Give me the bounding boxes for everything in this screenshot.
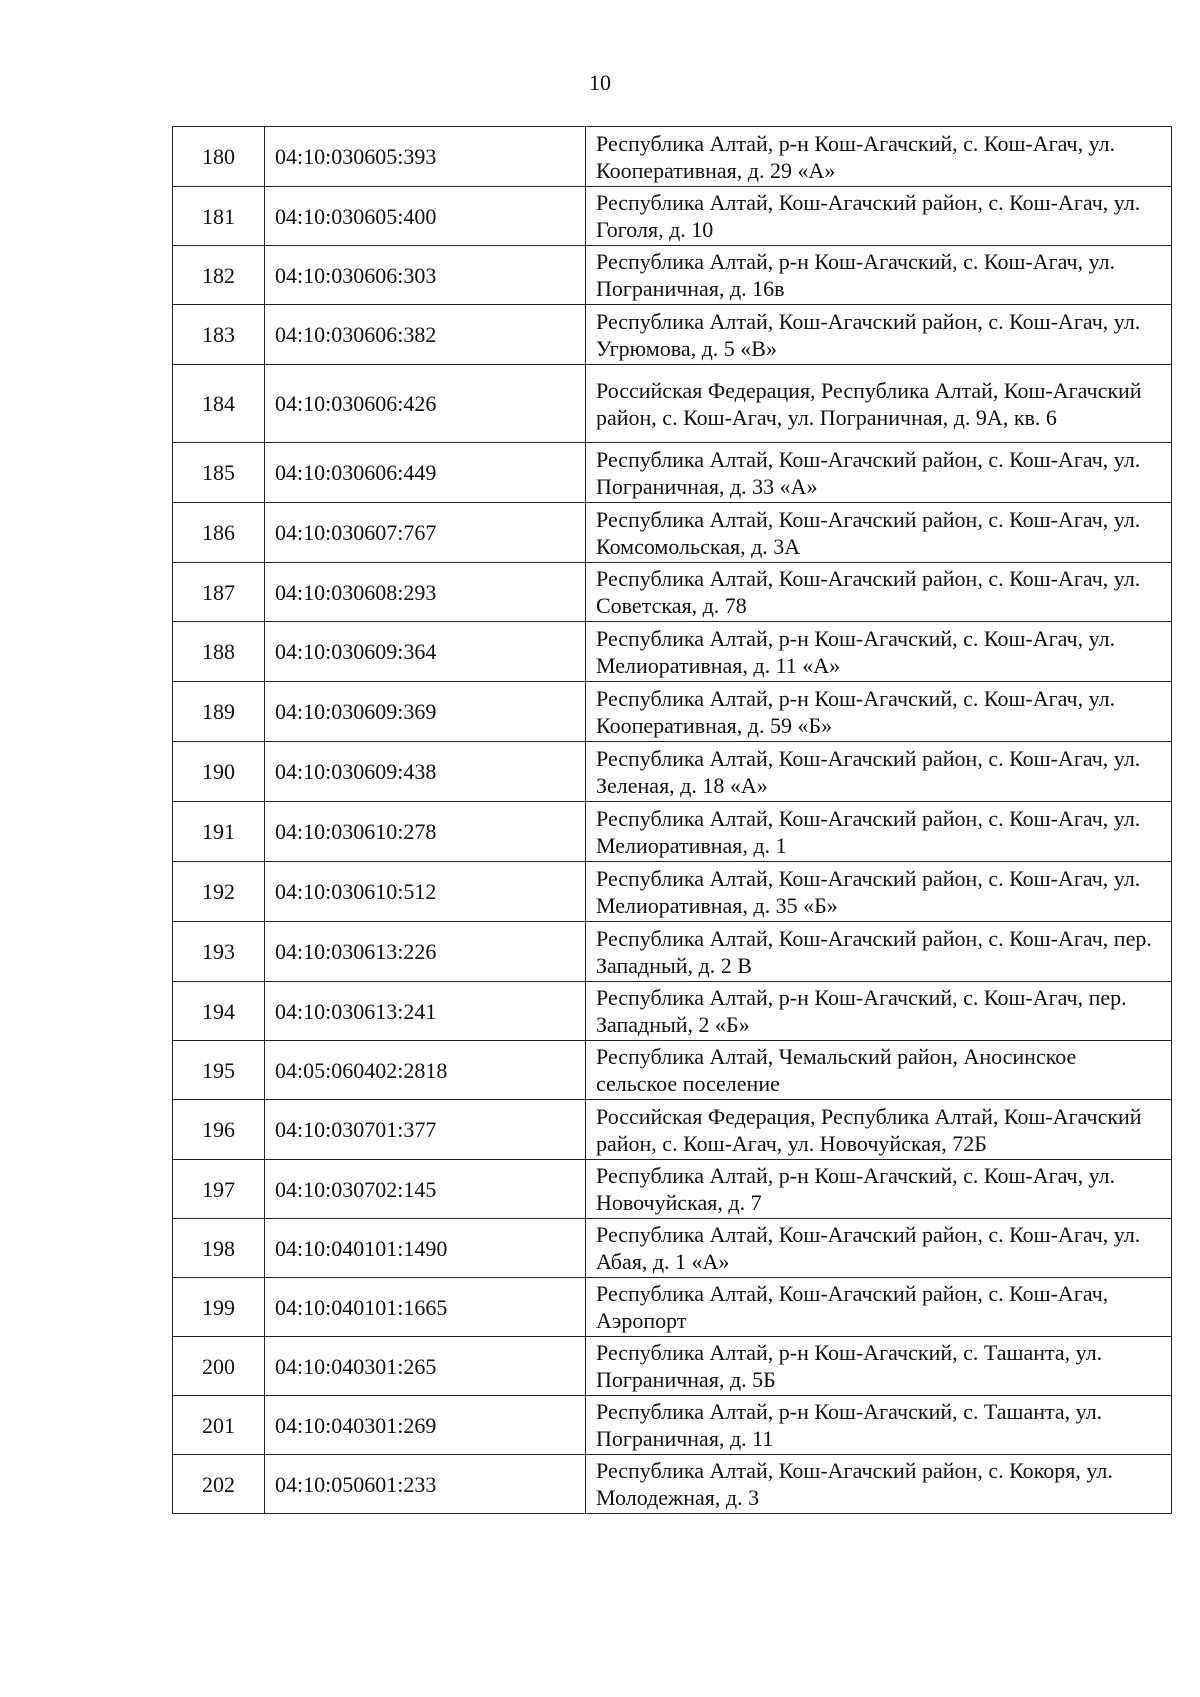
row-number: 180 (173, 127, 265, 187)
table-row (173, 187, 1172, 246)
cadastral-number: 04:10:040101:1490 (265, 1219, 586, 1278)
address-cell: Республика Алтай, р-н Кош-Агачский, с. Кош-Агач, ул. Кооперативная, д. 29 «А» (586, 127, 1172, 187)
row-number: 201 (173, 1396, 265, 1455)
row-number: 197 (173, 1160, 265, 1219)
address-cell: Республика Алтай, Кош-Агачский район, с. Кош-Агач, Аэропорт (586, 1278, 1172, 1337)
row-number: 182 (173, 246, 265, 305)
cadastral-number: 04:10:030606:449 (265, 443, 586, 503)
address-cell: Республика Алтай, р-н Кош-Агачский, с. Кош-Агач, пер. Западный, 2 «Б» (586, 982, 1172, 1041)
row-number: 196 (173, 1100, 265, 1160)
cadastral-number: 04:10:040101:1665 (265, 1278, 586, 1337)
address-cell: Республика Алтай, Кош-Агачский район, с. Кош-Агач, ул. Пограничная, д. 33 «А» (586, 443, 1172, 503)
cadastral-number: 04:10:030701:377 (265, 1100, 586, 1160)
row-number: 195 (173, 1041, 265, 1100)
table-row (173, 982, 1172, 1041)
table-row (173, 503, 1172, 563)
row-number: 188 (173, 622, 265, 682)
row-number: 194 (173, 982, 265, 1041)
cadastral-number: 04:10:030605:393 (265, 127, 586, 187)
cadastral-number: 04:10:030609:364 (265, 622, 586, 682)
row-number: 187 (173, 563, 265, 622)
row-number: 181 (173, 187, 265, 246)
table-row (173, 1396, 1172, 1455)
address-cell: Российская Федерация, Республика Алтай, Кош-Агачский район, с. Кош-Агач, ул. Новочуйская, 72Б (586, 1100, 1172, 1160)
row-number: 186 (173, 503, 265, 563)
table-row (173, 1160, 1172, 1219)
table-body (173, 127, 1172, 1514)
table-row (173, 622, 1172, 682)
row-number: 202 (173, 1455, 265, 1514)
row-number: 191 (173, 802, 265, 862)
page-number: 10 (589, 70, 611, 95)
table-row (173, 1219, 1172, 1278)
cadastral-number: 04:10:030607:767 (265, 503, 586, 563)
table-row (173, 1455, 1172, 1514)
cadastral-number: 04:05:060402:2818 (265, 1041, 586, 1100)
table-row (173, 682, 1172, 742)
row-number: 183 (173, 305, 265, 365)
address-cell: Республика Алтай, Кош-Агачский район, с. Кош-Агач, ул. Угрюмова, д. 5 «В» (586, 305, 1172, 365)
table-row (173, 127, 1172, 187)
table-row (173, 1041, 1172, 1100)
table-row (173, 1278, 1172, 1337)
address-cell: Республика Алтай, р-н Кош-Агачский, с. Ташанта, ул. Пограничная, д. 11 (586, 1396, 1172, 1455)
cadastral-number: 04:10:030610:278 (265, 802, 586, 862)
cadastral-number: 04:10:030610:512 (265, 862, 586, 922)
cadastral-number: 04:10:030609:369 (265, 682, 586, 742)
table-row (173, 443, 1172, 503)
cadastral-number: 04:10:030606:303 (265, 246, 586, 305)
address-cell: Республика Алтай, Кош-Агачский район, с. Кокоря, ул. Молодежная, д. 3 (586, 1455, 1172, 1514)
address-cell: Республика Алтай, Кош-Агачский район, с. Кош-Агач, пер. Западный, д. 2 В (586, 922, 1172, 982)
cadastral-number: 04:10:030606:382 (265, 305, 586, 365)
table-row (173, 922, 1172, 982)
table-row (173, 1337, 1172, 1396)
address-cell: Республика Алтай, Кош-Агачский район, с. Кош-Агач, ул. Зеленая, д. 18 «А» (586, 742, 1172, 802)
address-cell: Республика Алтай, р-н Кош-Агачский, с. Ташанта, ул. Пограничная, д. 5Б (586, 1337, 1172, 1396)
address-cell: Республика Алтай, Кош-Агачский район, с. Кош-Агач, ул. Советская, д. 78 (586, 563, 1172, 622)
cadastral-number: 04:10:030613:226 (265, 922, 586, 982)
row-number: 193 (173, 922, 265, 982)
table-row (173, 742, 1172, 802)
address-cell: Республика Алтай, Кош-Агачский район, с. Кош-Агач, ул. Мелиоративная, д. 35 «Б» (586, 862, 1172, 922)
row-number: 198 (173, 1219, 265, 1278)
table-row (173, 305, 1172, 365)
row-number: 184 (173, 365, 265, 443)
table-row (173, 1100, 1172, 1160)
row-number: 199 (173, 1278, 265, 1337)
address-cell: Республика Алтай, Кош-Агачский район, с. Кош-Агач, ул. Комсомольская, д. 3А (586, 503, 1172, 563)
cadastral-number: 04:10:030608:293 (265, 563, 586, 622)
cadastral-number: 04:10:030613:241 (265, 982, 586, 1041)
cadastral-number: 04:10:040301:269 (265, 1396, 586, 1455)
row-number: 185 (173, 443, 265, 503)
address-cell: Республика Алтай, р-н Кош-Агачский, с. Кош-Агач, ул. Новочуйская, д. 7 (586, 1160, 1172, 1219)
row-number: 200 (173, 1337, 265, 1396)
address-cell: Республика Алтай, Кош-Агачский район, с. Кош-Агач, ул. Гоголя, д. 10 (586, 187, 1172, 246)
table-row (173, 862, 1172, 922)
table-row (173, 246, 1172, 305)
property-registry-table (172, 126, 1172, 1514)
address-cell: Республика Алтай, р-н Кош-Агачский, с. Кош-Агач, ул. Пограничная, д. 16в (586, 246, 1172, 305)
cadastral-number: 04:10:050601:233 (265, 1455, 586, 1514)
address-cell: Республика Алтай, р-н Кош-Агачский, с. Кош-Агач, ул. Мелиоративная, д. 11 «А» (586, 622, 1172, 682)
address-cell: Республика Алтай, Кош-Агачский район, с. Кош-Агач, ул. Мелиоративная, д. 1 (586, 802, 1172, 862)
address-cell: Республика Алтай, Кош-Агачский район, с. Кош-Агач, ул. Абая, д. 1 «А» (586, 1219, 1172, 1278)
address-cell: Республика Алтай, р-н Кош-Агачский, с. Кош-Агач, ул. Кооперативная, д. 59 «Б» (586, 682, 1172, 742)
cadastral-number: 04:10:040301:265 (265, 1337, 586, 1396)
table-row (173, 802, 1172, 862)
cadastral-number: 04:10:030609:438 (265, 742, 586, 802)
address-cell: Российская Федерация, Республика Алтай, Кош-Агачский район, с. Кош-Агач, ул. Пограничная, д. 9А, кв. 6 (586, 365, 1172, 443)
table-row (173, 563, 1172, 622)
row-number: 189 (173, 682, 265, 742)
table-row (173, 365, 1172, 443)
address-cell: Республика Алтай, Чемальский район, Аносинское сельское поселение (586, 1041, 1172, 1100)
row-number: 190 (173, 742, 265, 802)
row-number: 192 (173, 862, 265, 922)
cadastral-number: 04:10:030605:400 (265, 187, 586, 246)
cadastral-number: 04:10:030702:145 (265, 1160, 586, 1219)
cadastral-number: 04:10:030606:426 (265, 365, 586, 443)
